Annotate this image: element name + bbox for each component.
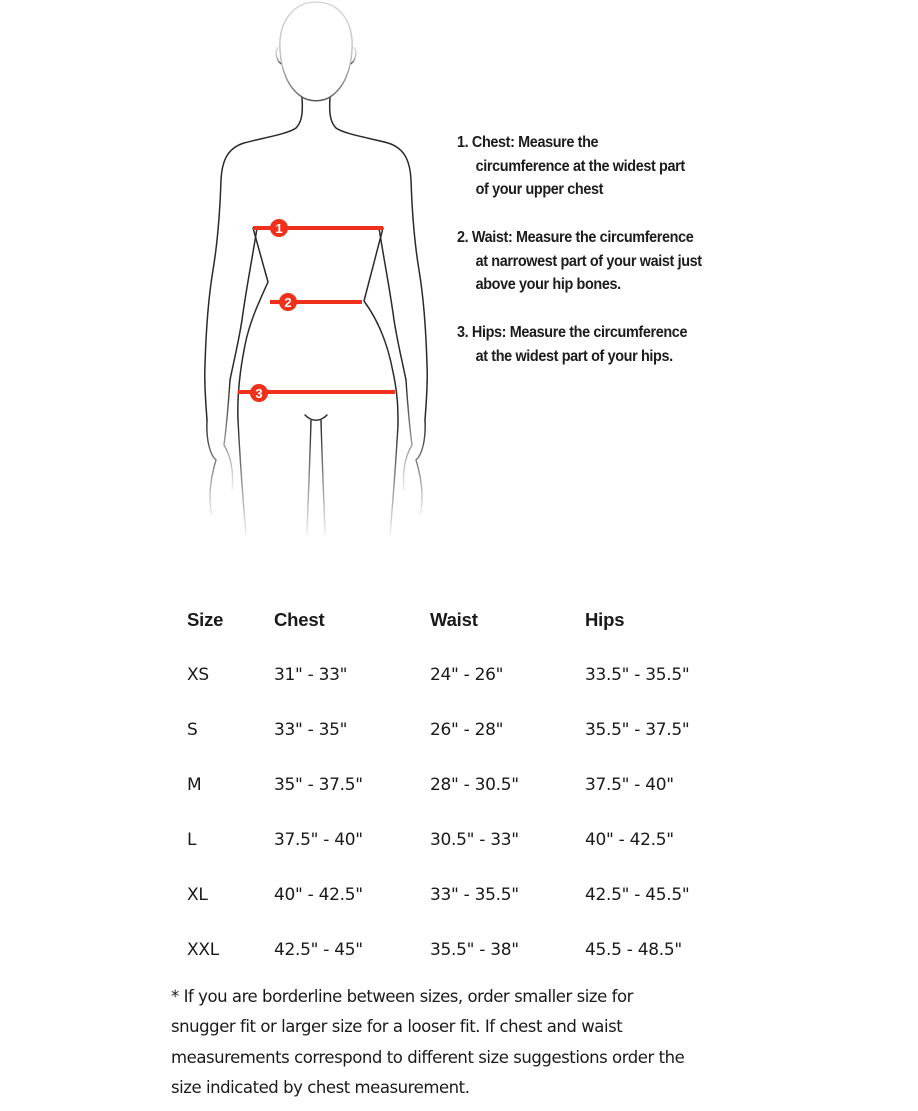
instruction-line: at narrowest part of your waist just	[475, 252, 702, 270]
instruction-line: above your hip bones.	[475, 276, 621, 293]
cell-waist: 28" - 30.5"	[430, 775, 519, 795]
measurement-hips	[238, 384, 395, 402]
cell-waist: 35.5" - 38"	[430, 940, 519, 960]
header-chest: Chest	[274, 609, 325, 630]
footnote-line: * If you are borderline between sizes, order smaller size for	[171, 987, 633, 1006]
cell-size: XS	[187, 665, 209, 685]
instruction-waist	[457, 226, 702, 297]
instruction-hips	[457, 321, 687, 368]
cell-size: M	[187, 775, 202, 795]
cell-size: L	[187, 830, 197, 850]
footnote-line: size indicated by chest measurement.	[171, 1077, 470, 1097]
cell-chest: 31" - 33"	[274, 665, 348, 685]
cell-size: XL	[187, 885, 208, 905]
footnote-line: measurements correspond to different size suggestions order the	[171, 1047, 685, 1067]
head-outline	[276, 2, 356, 101]
cell-hips: 40" - 42.5"	[585, 830, 674, 850]
cell-chest: 40" - 42.5"	[274, 885, 363, 905]
torso-outline	[205, 98, 428, 425]
cell-chest: 33" - 35"	[274, 720, 348, 740]
instruction-line: 3. Hips: Measure the circumference	[457, 324, 688, 341]
cell-hips: 45.5 - 48.5"	[585, 940, 682, 960]
cell-hips: 35.5" - 37.5"	[585, 720, 690, 740]
footnote-line: snugger fit or larger size for a looser fit. If chest and waist	[171, 1017, 623, 1037]
cell-chest: 37.5" - 40"	[274, 830, 363, 850]
instruction-line: of your upper chest	[475, 181, 604, 198]
body-measurement-figure	[195, 0, 445, 540]
footnote	[171, 982, 771, 1103]
cell-hips: 33.5" - 35.5"	[585, 665, 690, 685]
instruction-chest	[457, 131, 685, 202]
cell-waist: 33" - 35.5"	[430, 885, 519, 905]
instruction-line: at the widest part of your hips.	[475, 347, 673, 365]
cell-waist: 30.5" - 33"	[430, 830, 519, 850]
waist-marker-number: 2	[284, 295, 292, 310]
cell-hips: 42.5" - 45.5"	[585, 885, 690, 905]
header-hips: Hips	[585, 609, 625, 630]
cell-size: S	[187, 720, 198, 740]
lower-body-outline	[207, 380, 425, 535]
cell-waist: 24" - 26"	[430, 665, 504, 685]
header-size: Size	[187, 609, 224, 630]
hips-marker-number: 3	[255, 386, 263, 401]
instruction-line: 2. Waist: Measure the circumference	[457, 229, 694, 246]
cell-waist: 26" - 28"	[430, 720, 504, 740]
instruction-line: circumference at the widest part	[475, 157, 685, 175]
cell-chest: 35" - 37.5"	[274, 775, 363, 795]
cell-hips: 37.5" - 40"	[585, 775, 674, 795]
measurement-chest	[253, 219, 383, 237]
instruction-line: 1. Chest: Measure the	[457, 134, 599, 151]
chest-marker-number: 1	[275, 221, 283, 236]
header-waist: Waist	[430, 609, 478, 630]
cell-size: XXL	[187, 940, 219, 960]
cell-chest: 42.5" - 45"	[274, 940, 363, 960]
measurement-waist	[270, 293, 362, 311]
